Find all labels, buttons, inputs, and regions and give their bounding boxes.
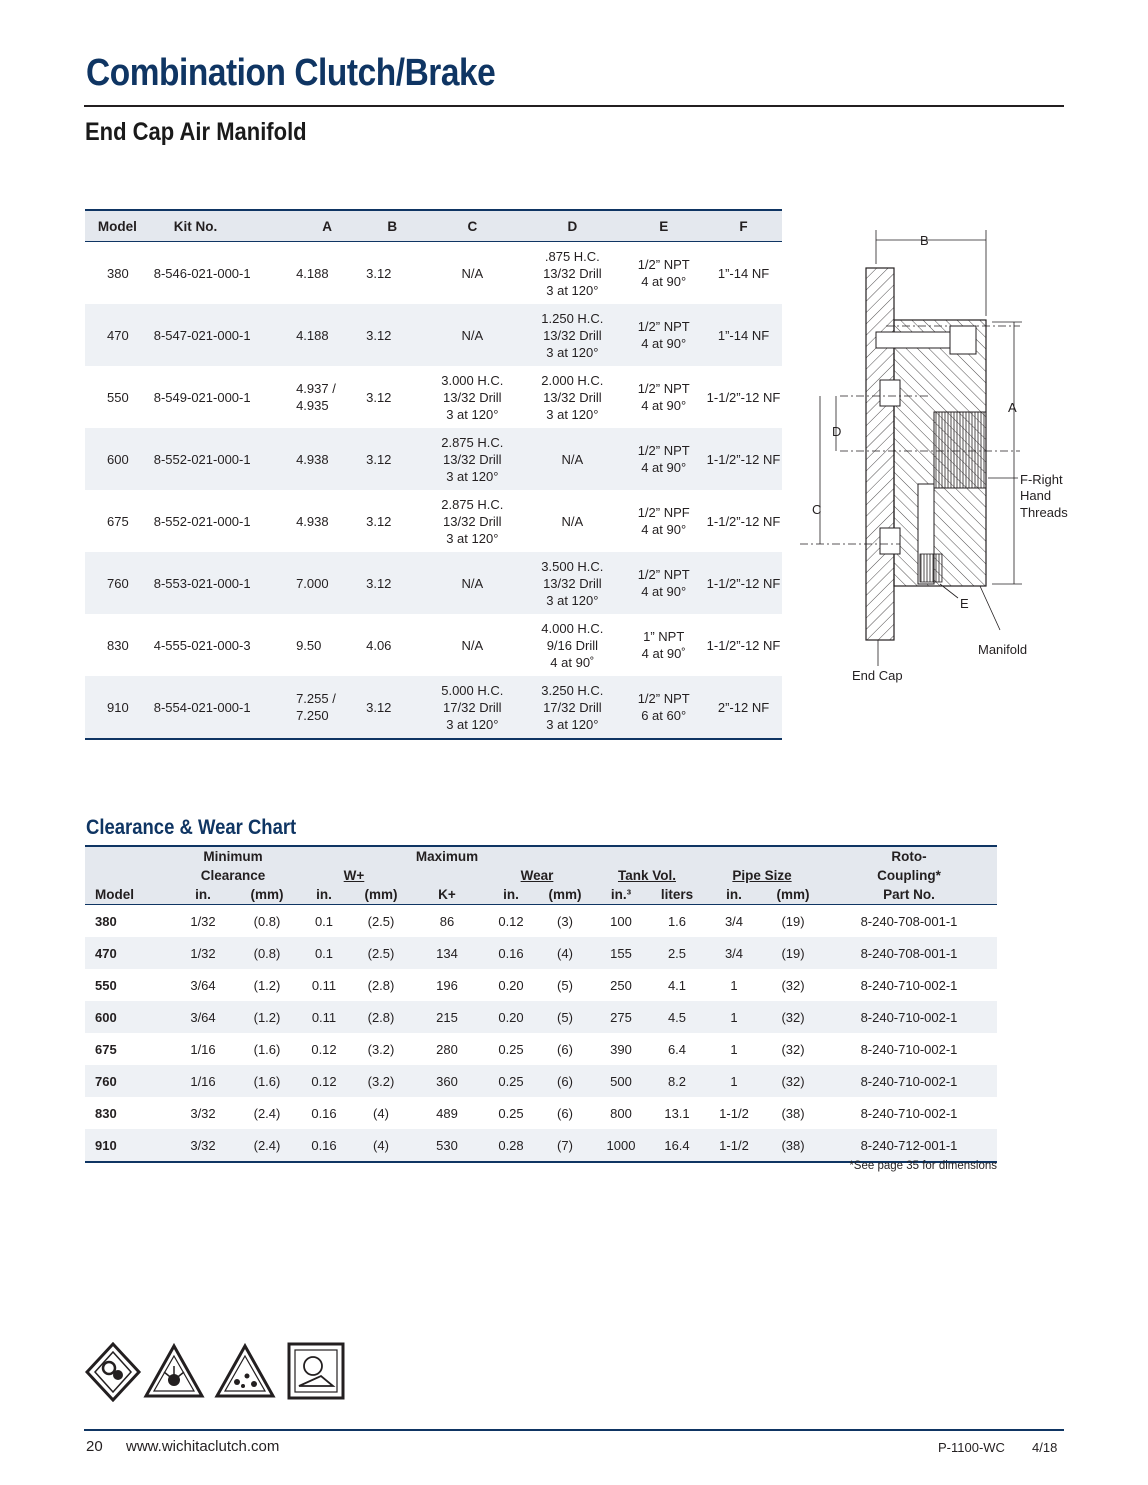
table-cell-c: N/A bbox=[422, 552, 522, 614]
flying-debris-warning-icon bbox=[217, 1346, 273, 1396]
clearance-cell: 0.12 bbox=[297, 1065, 351, 1097]
clearance-cell: 3/32 bbox=[169, 1129, 237, 1162]
table-cell-e: 1/2” NPT 4 at 90° bbox=[622, 428, 705, 490]
clearance-cell: 196 bbox=[436, 977, 458, 993]
clearance-col-header: in. bbox=[169, 885, 237, 905]
table-cell-c: 3.000 H.C. 13/32 Drill 3 at 120° bbox=[441, 372, 504, 422]
manifold-col-header: F bbox=[705, 210, 782, 242]
clearance-cell: (6) bbox=[539, 1065, 591, 1097]
table-cell-a: 4.937 / 4.935 bbox=[296, 381, 336, 413]
clearance-cell: 3/64 bbox=[169, 1001, 237, 1033]
clearance-cell: 0.16 bbox=[297, 1129, 351, 1162]
table-cell-d: 3.500 H.C. 13/32 Drill 3 at 120° bbox=[522, 552, 622, 614]
clearance-cell: 550 bbox=[95, 977, 117, 993]
clearance-cell: 0.25 bbox=[483, 1065, 539, 1097]
table-cell-kit: 8-546-021-000-1 bbox=[153, 265, 251, 281]
clearance-cell: (0.8) bbox=[253, 913, 281, 929]
clearance-col-header: (mm) bbox=[765, 885, 821, 905]
clearance-cell: 0.20 bbox=[498, 977, 524, 993]
table-cell-kit: 8-552-021-000-1 bbox=[153, 513, 251, 529]
clearance-cell: (2.5) bbox=[351, 937, 411, 969]
diagram-label-a: A bbox=[1008, 400, 1017, 415]
clearance-cell: 0.11 bbox=[297, 1001, 351, 1033]
footer-rule bbox=[84, 1429, 1064, 1431]
table-cell-d: 4.000 H.C. 9/16 Drill 4 at 90˚ bbox=[541, 620, 604, 670]
table-row bbox=[85, 1097, 997, 1129]
header-roto: Roto- bbox=[821, 846, 997, 866]
header-wear: Wear bbox=[483, 866, 591, 885]
table-cell-c: 5.000 H.C. 17/32 Drill 3 at 120° bbox=[422, 676, 522, 739]
clearance-cell: (7) bbox=[539, 1129, 591, 1162]
table-cell-b: 4.06 bbox=[366, 637, 392, 653]
table-row bbox=[85, 1001, 997, 1033]
clearance-cell: 390 bbox=[610, 1041, 632, 1057]
clearance-cell: 800 bbox=[610, 1105, 632, 1121]
doc-date: 4/18 bbox=[1032, 1440, 1058, 1455]
table-row bbox=[85, 969, 997, 1001]
manifold-col-header: B bbox=[362, 210, 422, 242]
table-cell-a: 4.938 bbox=[296, 513, 329, 529]
table-cell-d: N/A bbox=[522, 428, 622, 490]
clearance-cell: 1/16 bbox=[169, 1065, 237, 1097]
entanglement-warning-icon bbox=[87, 1344, 139, 1400]
clearance-cell: 3/4 bbox=[703, 937, 765, 969]
clearance-cell: (2.8) bbox=[367, 977, 395, 993]
clearance-cell: (5) bbox=[539, 1001, 591, 1033]
table-cell-d: N/A bbox=[561, 513, 584, 529]
clearance-cell: (3.2) bbox=[351, 1065, 411, 1097]
clearance-cell: (32) bbox=[765, 1001, 821, 1033]
clearance-cell: 8-240-710-002-1 bbox=[860, 977, 958, 993]
clearance-cell: 1-1/2 bbox=[719, 1105, 749, 1121]
clearance-col-header: in. bbox=[703, 885, 765, 905]
clearance-cell: 1/16 bbox=[190, 1041, 216, 1057]
clearance-cell: 2.5 bbox=[651, 937, 703, 969]
title-rule bbox=[84, 105, 1064, 107]
clearance-cell: (2.8) bbox=[351, 1001, 411, 1033]
table-cell-f: 1”-14 NF bbox=[717, 265, 770, 281]
table-cell-c: 2.875 H.C. 13/32 Drill 3 at 120° bbox=[441, 496, 504, 546]
table-cell-a: 7.255 / 7.250 bbox=[292, 676, 362, 739]
clearance-cell: 8-240-710-002-1 bbox=[821, 1001, 997, 1033]
table-cell-e: 1/2” NPT 4 at 90° bbox=[637, 257, 690, 289]
footnote: *See page 35 for dimensions bbox=[849, 1160, 997, 1172]
clearance-wear-table bbox=[85, 845, 997, 1163]
header-tank-vol: Tank Vol. bbox=[591, 866, 703, 885]
diagram-label-c: C bbox=[812, 502, 822, 517]
clearance-cell: 500 bbox=[591, 1065, 651, 1097]
table-cell-f: 1-1/2”-12 NF bbox=[706, 637, 781, 653]
table-cell-kit: 4-555-021-000-3 bbox=[153, 637, 251, 653]
clearance-cell: 280 bbox=[436, 1041, 458, 1057]
clearance-cell: 1/32 bbox=[190, 913, 216, 929]
diagram-label-d: D bbox=[832, 424, 842, 439]
manifold-col-header: Kit No. bbox=[150, 210, 292, 242]
table-row bbox=[85, 366, 782, 428]
clearance-cell: 86 bbox=[439, 913, 455, 929]
table-row bbox=[85, 1065, 997, 1097]
table-cell-d: .875 H.C. 13/32 Drill 3 at 120° bbox=[543, 248, 602, 298]
header-clearance: Clearance bbox=[169, 866, 297, 885]
header-w: W+ bbox=[297, 866, 411, 885]
manifold-table bbox=[85, 209, 782, 740]
clearance-cell: 1000 bbox=[591, 1129, 651, 1162]
clearance-col-header: in. bbox=[483, 885, 539, 905]
clearance-cell: 1 bbox=[703, 1065, 765, 1097]
clearance-cell: (2.5) bbox=[367, 913, 395, 929]
diagram-label-manifold: Manifold bbox=[978, 642, 1028, 657]
clearance-cell: 1 bbox=[703, 1001, 765, 1033]
clearance-cell: 0.25 bbox=[498, 1105, 524, 1121]
clearance-cell: 830 bbox=[95, 1105, 117, 1121]
clearance-cell: 8.2 bbox=[651, 1065, 703, 1097]
clearance-cell: (32) bbox=[781, 977, 805, 993]
table-cell-kit: 8-554-021-000-1 bbox=[150, 676, 292, 739]
clearance-header-row-1 bbox=[85, 846, 997, 866]
table-cell-a: 7.000 bbox=[292, 552, 362, 614]
table-cell-model: 550 bbox=[107, 389, 129, 405]
clearance-cell: 760 bbox=[85, 1065, 169, 1097]
table-cell-f: 1”-14 NF bbox=[705, 304, 782, 366]
header-maximum: Maximum bbox=[411, 846, 483, 866]
clearance-cell: 360 bbox=[411, 1065, 483, 1097]
clearance-header-row-3 bbox=[85, 885, 997, 905]
clearance-cell: (1.6) bbox=[237, 1065, 297, 1097]
safety-icons bbox=[85, 1342, 355, 1402]
clearance-col-header: Part No. bbox=[821, 885, 997, 905]
table-cell-e: 1” NPT 4 at 90˚ bbox=[641, 629, 686, 661]
table-cell-a: 4.188 bbox=[296, 265, 329, 281]
table-cell-c: N/A bbox=[461, 265, 484, 281]
clearance-cell: 134 bbox=[411, 937, 483, 969]
table-cell-kit: 8-552-021-000-1 bbox=[150, 428, 292, 490]
table-row bbox=[85, 490, 782, 552]
diagram-label-f-1: F-Right bbox=[1020, 472, 1063, 487]
table-cell-d: 3.250 H.C. 17/32 Drill 3 at 120° bbox=[522, 676, 622, 739]
table-cell-f: 1-1/2”-12 NF bbox=[705, 552, 782, 614]
table-cell-model: 470 bbox=[85, 304, 150, 366]
clearance-cell: 489 bbox=[436, 1105, 458, 1121]
clearance-cell: 530 bbox=[411, 1129, 483, 1162]
table-row bbox=[85, 937, 997, 969]
clearance-cell: 3/64 bbox=[190, 977, 216, 993]
diagram-label-e: E bbox=[960, 596, 969, 611]
doc-number: P-1100-WC bbox=[938, 1440, 1005, 1455]
table-cell-e: 1/2” NPF 4 at 90° bbox=[637, 505, 690, 537]
clearance-cell: 8-240-708-001-1 bbox=[821, 937, 997, 969]
table-cell-d: 2.000 H.C. 13/32 Drill 3 at 120° bbox=[541, 372, 604, 422]
clearance-cell: 380 bbox=[95, 913, 117, 929]
clearance-cell: (1.6) bbox=[253, 1041, 281, 1057]
clearance-cell: 0.12 bbox=[498, 913, 524, 929]
page-number: 20 bbox=[86, 1438, 103, 1455]
table-cell-e: 1/2” NPT 6 at 60° bbox=[622, 676, 705, 739]
clearance-cell: 1.6 bbox=[667, 913, 687, 929]
table-cell-b: 3.12 bbox=[366, 389, 392, 405]
clearance-cell: 0.16 bbox=[483, 937, 539, 969]
clearance-header-row-2 bbox=[85, 866, 997, 885]
table-cell-model: 760 bbox=[85, 552, 150, 614]
port-upper bbox=[880, 380, 900, 406]
clearance-cell: (19) bbox=[765, 937, 821, 969]
table-cell-a: 4.188 bbox=[292, 304, 362, 366]
table-row bbox=[85, 428, 782, 490]
clearance-cell: 0.28 bbox=[483, 1129, 539, 1162]
table-row bbox=[85, 614, 782, 676]
table-cell-c: N/A bbox=[422, 304, 522, 366]
page-title: Combination Clutch/Brake bbox=[86, 52, 496, 94]
port-lower bbox=[880, 528, 900, 554]
clearance-chart-title: Clearance & Wear Chart bbox=[86, 816, 297, 839]
clearance-col-header: (mm) bbox=[351, 885, 411, 905]
diagram-label-f-3: Threads bbox=[1020, 505, 1068, 520]
clearance-cell: (32) bbox=[765, 1065, 821, 1097]
clearance-col-header: K+ bbox=[411, 885, 483, 905]
table-cell-a: 9.50 bbox=[296, 637, 322, 653]
clearance-cell: 0.16 bbox=[311, 1105, 337, 1121]
clearance-col-header: (mm) bbox=[539, 885, 591, 905]
table-cell-d: 1.250 H.C. 13/32 Drill 3 at 120° bbox=[522, 304, 622, 366]
table-cell-kit: 8-549-021-000-1 bbox=[153, 389, 251, 405]
bolt-head bbox=[950, 326, 976, 354]
clearance-cell: 675 bbox=[95, 1041, 117, 1057]
clearance-cell: (1.2) bbox=[253, 977, 281, 993]
manifold-col-header: E bbox=[622, 210, 705, 242]
table-cell-model: 675 bbox=[107, 513, 129, 529]
clearance-cell: (6) bbox=[557, 1105, 573, 1121]
table-cell-e: 1/2” NPT 4 at 90° bbox=[622, 552, 705, 614]
manifold-diagram bbox=[800, 220, 1100, 700]
clearance-cell: 6.4 bbox=[667, 1041, 687, 1057]
table-cell-f: 1-1/2”-12 NF bbox=[706, 389, 781, 405]
explosion-warning-icon bbox=[146, 1346, 202, 1396]
header-minimum: Minimum bbox=[169, 846, 297, 866]
clearance-cell: 0.20 bbox=[483, 1001, 539, 1033]
table-row bbox=[85, 304, 782, 366]
table-cell-f: 2”-12 NF bbox=[705, 676, 782, 739]
read-manual-icon bbox=[289, 1344, 343, 1398]
clearance-cell: (2.4) bbox=[253, 1105, 281, 1121]
clearance-cell: 155 bbox=[591, 937, 651, 969]
clearance-cell: 215 bbox=[411, 1001, 483, 1033]
clearance-cell: 910 bbox=[85, 1129, 169, 1162]
clearance-cell: 8-240-708-001-1 bbox=[860, 913, 958, 929]
clearance-cell: (3.2) bbox=[367, 1041, 395, 1057]
clearance-cell: 1 bbox=[730, 977, 738, 993]
clearance-col-header: liters bbox=[651, 885, 703, 905]
clearance-cell: 1-1/2 bbox=[703, 1129, 765, 1162]
clearance-cell: 8-240-710-002-1 bbox=[821, 1065, 997, 1097]
manifold-col-header: D bbox=[522, 210, 622, 242]
table-row bbox=[85, 1033, 997, 1065]
clearance-cell: 0.12 bbox=[311, 1041, 337, 1057]
table-row bbox=[85, 905, 997, 938]
table-cell-model: 830 bbox=[107, 637, 129, 653]
header-pipe-size: Pipe Size bbox=[703, 866, 821, 885]
clearance-cell: 0.25 bbox=[498, 1041, 524, 1057]
manifold-col-header: Model bbox=[85, 210, 150, 242]
clearance-col-header: in.³ bbox=[591, 885, 651, 905]
diagram-label-b: B bbox=[920, 233, 929, 248]
table-cell-b: 3.12 bbox=[366, 513, 392, 529]
clearance-cell: (19) bbox=[781, 913, 805, 929]
table-row bbox=[85, 1129, 997, 1162]
table-row bbox=[85, 242, 782, 305]
clearance-cell: (38) bbox=[765, 1129, 821, 1162]
threaded-bore bbox=[934, 412, 986, 488]
bolt-shank bbox=[876, 332, 950, 348]
table-cell-b: 3.12 bbox=[362, 676, 422, 739]
clearance-cell: (5) bbox=[557, 977, 573, 993]
clearance-cell: 0.11 bbox=[311, 977, 337, 993]
table-cell-model: 910 bbox=[85, 676, 150, 739]
table-cell-b: 3.12 bbox=[362, 304, 422, 366]
clearance-cell: 13.1 bbox=[664, 1105, 690, 1121]
clearance-cell: 8-240-712-001-1 bbox=[821, 1129, 997, 1162]
clearance-cell: (4) bbox=[373, 1105, 389, 1121]
clearance-col-header: Model bbox=[85, 885, 169, 905]
clearance-col-header: in. bbox=[297, 885, 351, 905]
clearance-cell: 3/4 bbox=[724, 913, 744, 929]
passage-thread bbox=[920, 554, 942, 582]
clearance-cell: 600 bbox=[85, 1001, 169, 1033]
table-cell-b: 3.12 bbox=[366, 265, 392, 281]
clearance-cell: 0.1 bbox=[314, 913, 334, 929]
clearance-cell: (38) bbox=[781, 1105, 805, 1121]
table-cell-f: 1-1/2”-12 NF bbox=[706, 513, 781, 529]
clearance-cell: 275 bbox=[591, 1001, 651, 1033]
page-subtitle: End Cap Air Manifold bbox=[85, 118, 307, 146]
clearance-cell: (1.2) bbox=[237, 1001, 297, 1033]
table-row bbox=[85, 552, 782, 614]
clearance-cell: 250 bbox=[610, 977, 632, 993]
clearance-cell: (0.8) bbox=[237, 937, 297, 969]
table-row bbox=[85, 676, 782, 739]
header-coupling: Coupling* bbox=[821, 866, 997, 885]
table-cell-a: 4.938 bbox=[292, 428, 362, 490]
clearance-cell: 1/32 bbox=[169, 937, 237, 969]
manifold-col-header: C bbox=[422, 210, 522, 242]
table-cell-e: 1/2” NPT 4 at 90° bbox=[637, 381, 690, 413]
clearance-cell: 100 bbox=[610, 913, 632, 929]
clearance-cell: 470 bbox=[85, 937, 169, 969]
clearance-cell: 4.5 bbox=[651, 1001, 703, 1033]
clearance-cell: (2.4) bbox=[237, 1129, 297, 1162]
table-cell-c: 2.875 H.C. 13/32 Drill 3 at 120° bbox=[422, 428, 522, 490]
clearance-cell: (4) bbox=[351, 1129, 411, 1162]
table-cell-kit: 8-553-021-000-1 bbox=[150, 552, 292, 614]
table-cell-b: 3.12 bbox=[362, 428, 422, 490]
table-cell-model: 380 bbox=[107, 265, 129, 281]
diagram-label-end-cap: End Cap bbox=[852, 668, 903, 683]
clearance-cell: 3/32 bbox=[190, 1105, 216, 1121]
table-cell-kit: 8-547-021-000-1 bbox=[150, 304, 292, 366]
clearance-cell: 8-240-710-002-1 bbox=[860, 1041, 958, 1057]
manifold-col-header: A bbox=[292, 210, 362, 242]
table-cell-f: 1-1/2”-12 NF bbox=[705, 428, 782, 490]
end-cap-plate bbox=[866, 268, 894, 640]
clearance-cell: (3) bbox=[557, 913, 573, 929]
clearance-cell: (32) bbox=[781, 1041, 805, 1057]
table-cell-c: N/A bbox=[461, 637, 484, 653]
table-cell-b: 3.12 bbox=[362, 552, 422, 614]
manifold-table-header bbox=[85, 210, 782, 242]
clearance-cell: 4.1 bbox=[667, 977, 687, 993]
clearance-cell: (4) bbox=[539, 937, 591, 969]
clearance-cell: (6) bbox=[557, 1041, 573, 1057]
diagram-label-f-2: Hand bbox=[1020, 488, 1052, 503]
clearance-cell: 0.1 bbox=[297, 937, 351, 969]
table-cell-e: 1/2” NPT 4 at 90° bbox=[622, 304, 705, 366]
clearance-col-header: (mm) bbox=[237, 885, 297, 905]
website-link[interactable]: www.wichitaclutch.com bbox=[126, 1438, 280, 1455]
clearance-cell: 16.4 bbox=[651, 1129, 703, 1162]
clearance-cell: 8-240-710-002-1 bbox=[860, 1105, 958, 1121]
clearance-cell: 1 bbox=[730, 1041, 738, 1057]
table-cell-model: 600 bbox=[85, 428, 150, 490]
